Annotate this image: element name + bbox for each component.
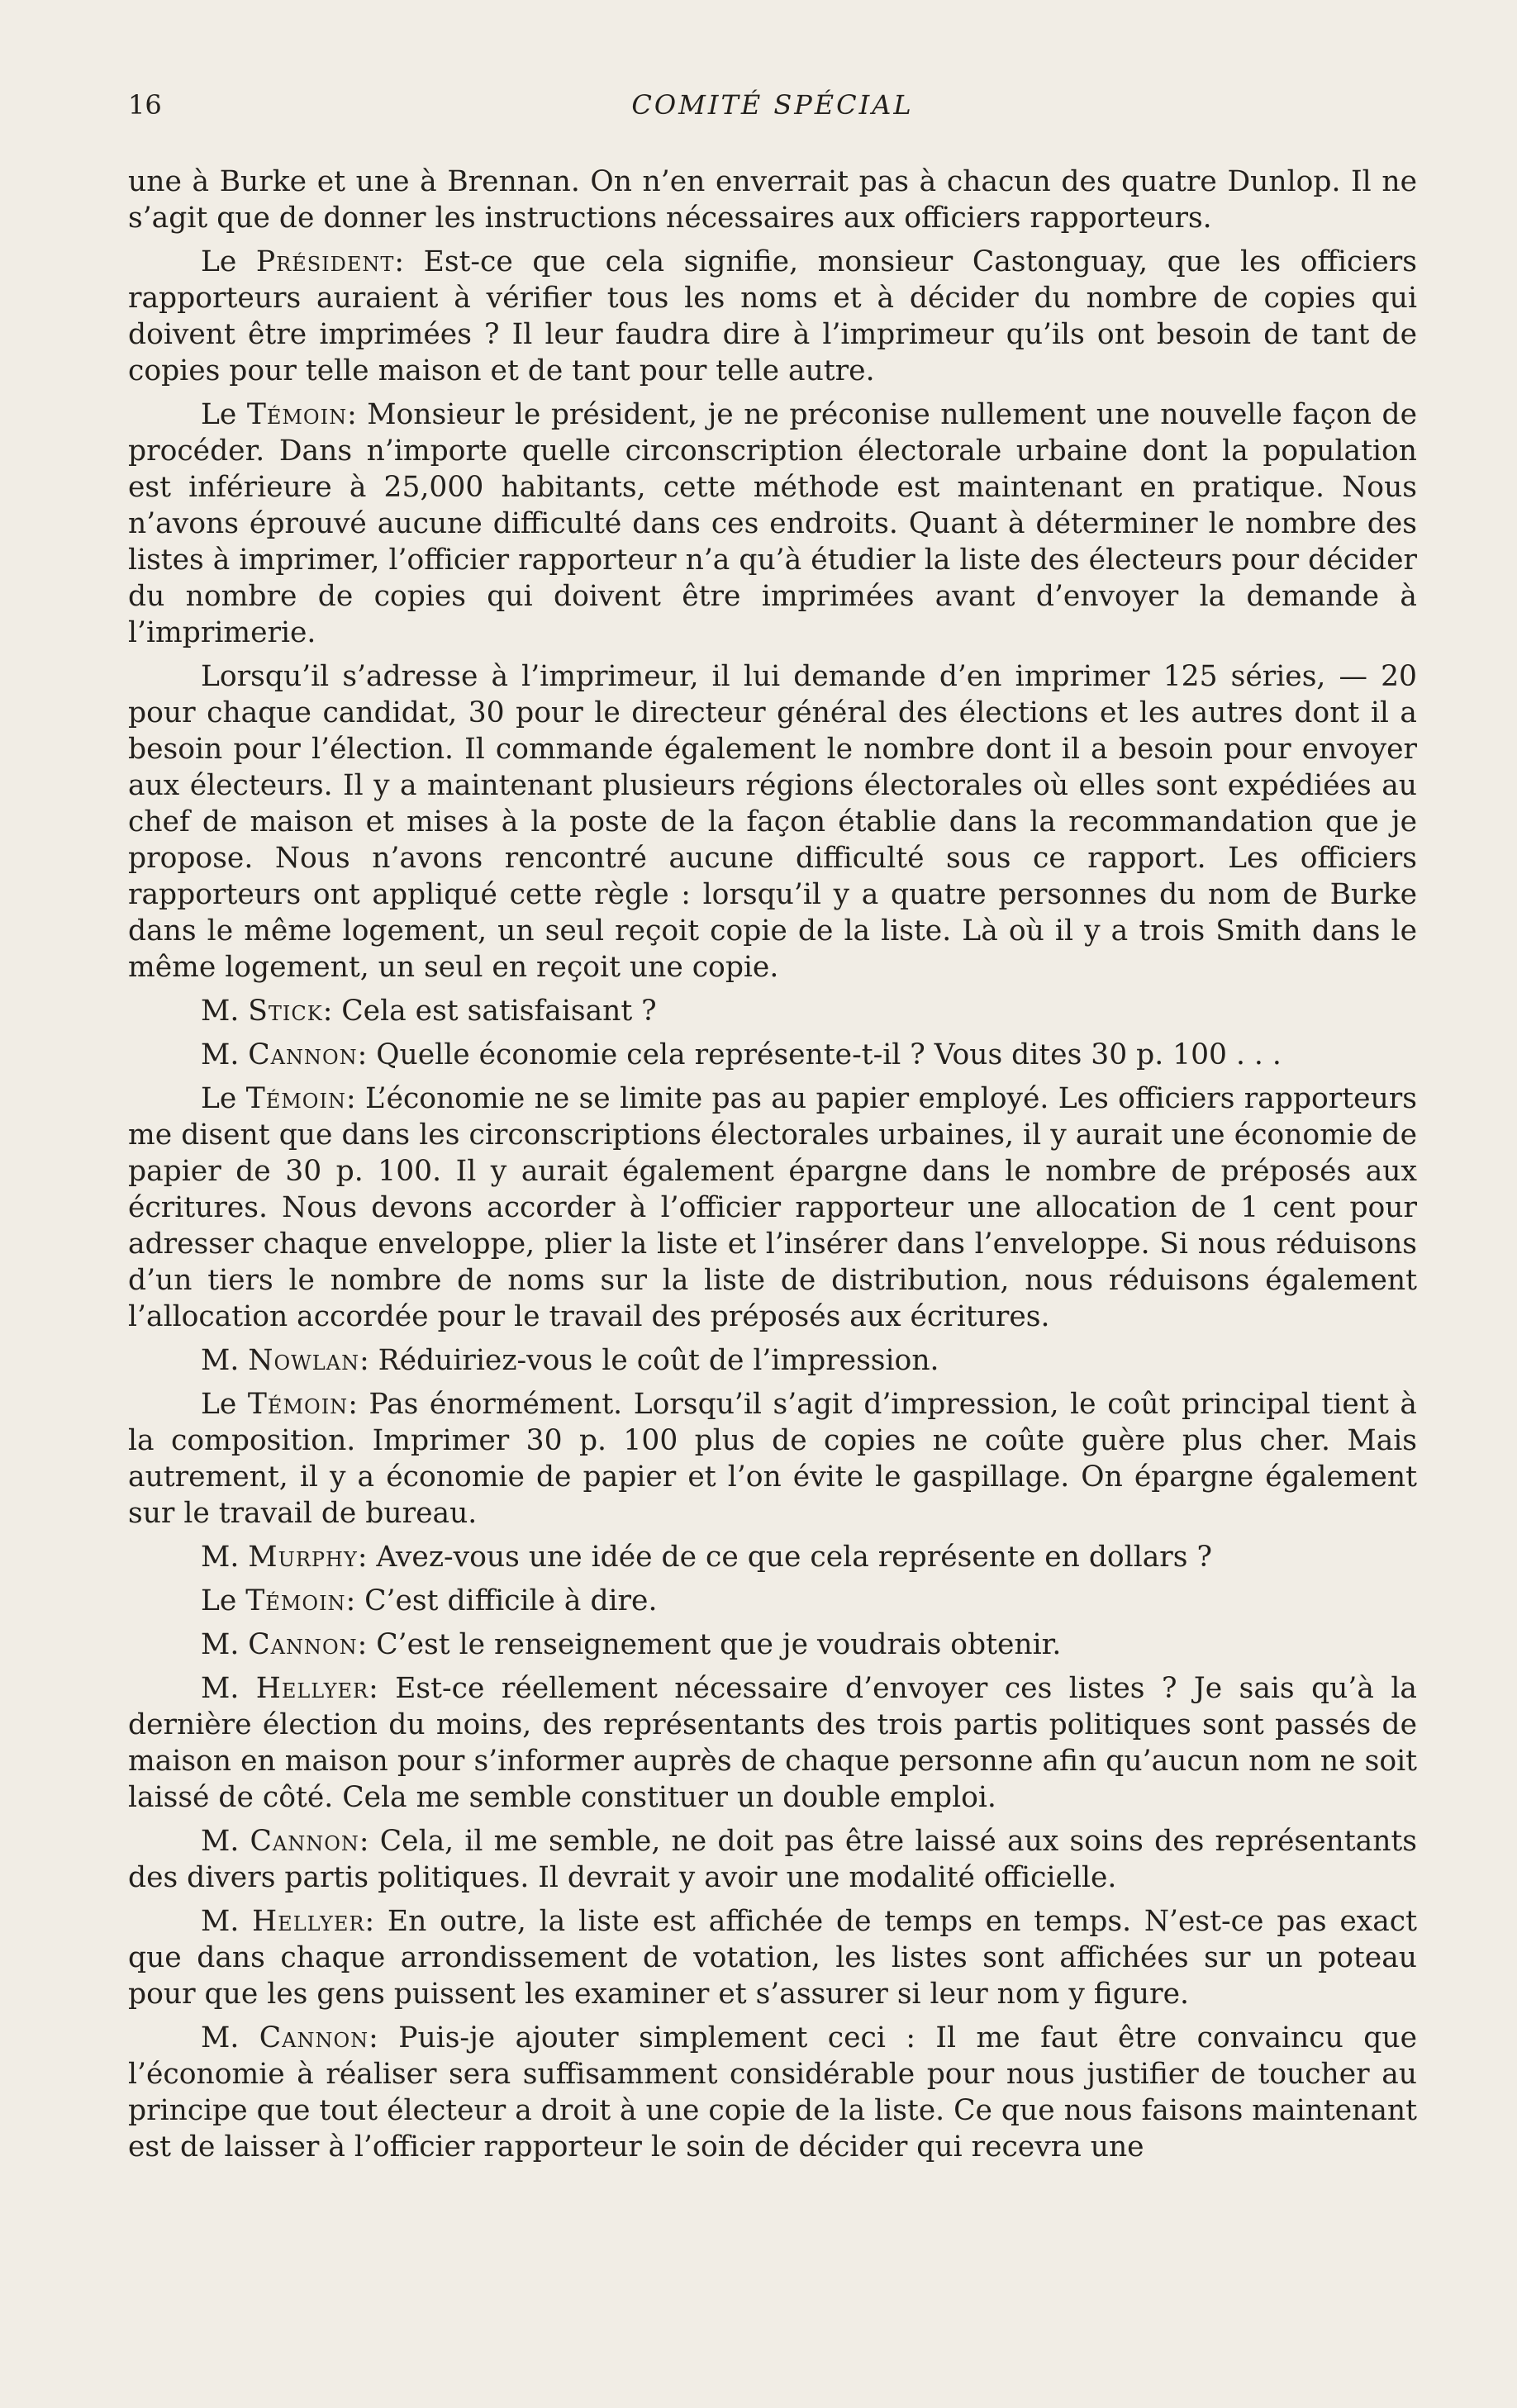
speaker-prefix: M. xyxy=(201,1672,256,1705)
body-text xyxy=(128,164,1417,2173)
paragraph-13 xyxy=(128,1670,1417,1816)
speaker-prefix: M. xyxy=(201,1541,249,1574)
speaker-prefix: M. xyxy=(201,1825,250,1858)
paragraph-text: : Cela est satisfaisant ? xyxy=(322,995,657,1028)
paragraph-text: : Réduiriez-vous le coût de l’impression. xyxy=(359,1344,939,1377)
paragraph-text: : Est-ce que cela signifie, monsieur Castonguay, que les officiers rapporteurs auraient à vérifier tous les noms et à décider du nombre de copies qui doivent être imprimées ? Il leur faudra dire à l’imprimeur qu’ils ont besoin de tant de copies pour telle maison et de tant pour telle autre. xyxy=(128,245,1418,387)
speaker-prefix: Le xyxy=(201,245,256,278)
paragraph-text: : Puis-je ajouter simplement ceci : Il me faut être convaincu que l’économie à réaliser sera suffisamment considérable pour nous justifier de toucher au principe que tout électeur a droit à une copie de la liste. Ce que nous faisons maintenant est de laisser à l’officier rapporteur le soin de décider qui recevra une xyxy=(128,2021,1417,2163)
paragraph-5 xyxy=(128,993,1417,1029)
paragraph-16 xyxy=(128,2020,1417,2165)
speaker-name: Témoin xyxy=(245,1082,346,1115)
paragraph-14 xyxy=(128,1823,1417,1896)
paragraph-text: : Quelle économie cela représente-t-il ? Vous dites 30 p. 100 . . . xyxy=(357,1038,1282,1071)
speaker-prefix: M. xyxy=(201,1628,249,1661)
paragraph-text: : Pas énormément. Lorsqu’il s’agit d’impression, le coût principal tient à la composition. Imprimer 30 p. 100 plus de copies ne coûte guère plus cher. Mais autrement, il y a économie de papier et l’on évite le gaspillage. On épargne également sur le travail de bureau. xyxy=(128,1388,1417,1530)
paragraph-text: : C’est le renseignement que je voudrais obtenir. xyxy=(357,1628,1062,1661)
paragraph-9 xyxy=(128,1386,1417,1532)
paragraph-text: : Avez-vous une idée de ce que cela représente en dollars ? xyxy=(357,1541,1212,1574)
paragraph-text: : Cela, il me semble, ne doit pas être laissé aux soins des représentants des divers partis politiques. Il devrait y avoir une modalité officielle. xyxy=(128,1825,1417,1894)
speaker-prefix: M. xyxy=(201,1905,253,1938)
paragraph-4 xyxy=(128,658,1417,986)
speaker-name: Témoin xyxy=(245,1584,346,1617)
paragraph-text: : L’économie ne se limite pas au papier employé. Les officiers rapporteurs me disent que dans les circonscriptions électorales urbaines, il y aurait une économie de papier de 30 p. 100. Il y aurait également épargne dans le nombre de préposés aux écritures. Nous devons accorder à l’officier rapporteur une allocation de 1 cent pour adresser chaque enveloppe, plier la liste et l’insérer dans l’enveloppe. Si nous réduisons d’un tiers le nombre de noms sur la liste de distribution, nous réduisons également l’allocation accordée pour le travail des préposés aux écritures. xyxy=(128,1082,1417,1333)
paragraph-text: : Monsieur le président, je ne préconise nullement une nouvelle façon de procéder. Dans n’importe quelle circonscription électorale urbaine dont la population est inférieure à 25,000 habitants, cette méthode est maintenant en pratique. Nous n’avons éprouvé aucune difficulté dans ces endroits. Quant à déterminer le nombre des listes à imprimer, l’officier rapporteur n’a qu’à étudier la liste des électeurs pour décider du nombre de copies qui doivent être imprimées avant d’envoyer la demande à l’imprimerie. xyxy=(128,398,1417,649)
paragraph-text: : En outre, la liste est affichée de temps en temps. N’est-ce pas exact que dans chaque arrondissement de votation, les listes sont affichées sur un poteau pour que les gens puissent les examiner et s’assurer si leur nom y figure. xyxy=(128,1905,1417,2011)
speaker-prefix: M. xyxy=(201,995,249,1028)
speaker-name: Cannon xyxy=(248,1628,358,1661)
speaker-name: Hellyer xyxy=(252,1905,365,1938)
speaker-name: Murphy xyxy=(248,1541,358,1574)
speaker-prefix: Le xyxy=(201,1584,246,1617)
paragraph-2 xyxy=(128,244,1417,389)
speaker-name: Cannon xyxy=(248,1038,358,1071)
speaker-prefix: M. xyxy=(201,1038,249,1071)
speaker-prefix: M. xyxy=(201,1344,249,1377)
speaker-name: Témoin xyxy=(246,398,348,431)
paragraph-8 xyxy=(128,1342,1417,1379)
paragraph-10 xyxy=(128,1539,1417,1575)
paragraph-text: une à Burke et une à Brennan. On n’en enverrait pas à chacun des quatre Dunlop. Il ne s’agit que de donner les instructions nécessaires aux officiers rapporteurs. xyxy=(128,165,1417,235)
paragraph-text: Lorsqu’il s’adresse à l’imprimeur, il lui demande d’en imprimer 125 séries, — 20 pour chaque candidat, 30 pour le directeur général des élections et les autres dont il a besoin pour l’élection. Il commande également le nombre dont il a besoin pour envoyer aux électeurs. Il y a maintenant plusieurs régions électorales où elles sont expédiées au chef de maison et mises à la poste de la façon établie dans la recommandation que je propose. Nous n’avons rencontré aucune difficulté sous ce rapport. Les officiers rapporteurs ont appliqué cette règle : lorsqu’il y a quatre personnes du nom de Burke dans le même logement, un seul reçoit copie de la liste. Là où il y a trois Smith dans le même logement, un seul en reçoit une copie. xyxy=(128,660,1417,984)
speaker-name: Cannon xyxy=(259,2021,369,2054)
paragraph-3 xyxy=(128,397,1417,651)
speaker-name: Stick xyxy=(248,995,323,1028)
speaker-prefix: M. xyxy=(201,2021,259,2054)
paragraph-text: : Est-ce réellement nécessaire d’envoyer ces listes ? Je sais qu’à la dernière élection du moins, des représentants des trois partis politiques sont passés de maison en maison pour s’informer auprès de chaque personne afin qu’aucun nom ne soit laissé de côté. Cela me semble constituer un double emploi. xyxy=(128,1672,1417,1814)
paragraph-6 xyxy=(128,1037,1417,1073)
page-header xyxy=(128,89,1417,126)
speaker-prefix: Le xyxy=(201,398,247,431)
paragraph-15 xyxy=(128,1903,1417,2012)
speaker-prefix: Le xyxy=(201,1388,248,1421)
speaker-name: Hellyer xyxy=(255,1672,369,1705)
speaker-name: Témoin xyxy=(247,1388,349,1421)
speaker-prefix: Le xyxy=(201,1082,246,1115)
speaker-name: Cannon xyxy=(250,1825,359,1858)
paragraph-text: : C’est difficile à dire. xyxy=(345,1584,658,1617)
paragraph-11 xyxy=(128,1583,1417,1619)
speaker-name: Nowlan xyxy=(248,1344,360,1377)
running-title: COMITÉ SPÉCIAL xyxy=(631,89,914,121)
paragraph-1 xyxy=(128,164,1417,236)
paragraph-12 xyxy=(128,1627,1417,1663)
paragraph-7 xyxy=(128,1081,1417,1335)
speaker-name: Président xyxy=(255,245,395,278)
page-number: 16 xyxy=(128,89,162,121)
